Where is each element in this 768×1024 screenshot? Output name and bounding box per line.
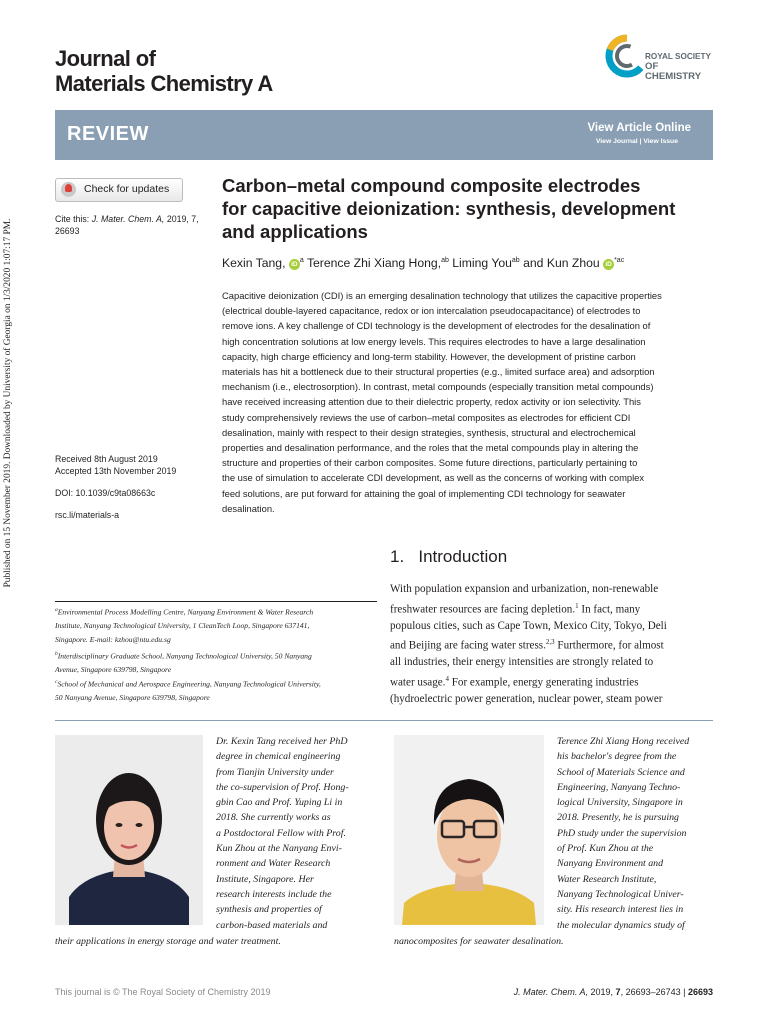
- article-type-banner: [55, 110, 713, 160]
- intro-line: [390, 671, 713, 691]
- footer-year: 2019,: [588, 987, 616, 997]
- footnote-line: School of Mechanical and Aerospace Engineering, Nanyang Technological University,: [57, 679, 321, 689]
- bio-line: Nanyang Environment and: [557, 858, 664, 870]
- abstract-line: materials has hit a bottleneck due to their structural properties (e.g., limited surface area) and adsorption: [222, 366, 655, 378]
- intro-text-run: Furthermore, for almost: [554, 639, 664, 652]
- bio-line: from Tianjin University under: [216, 766, 334, 778]
- abstract-line: study comprehensively reviews the use of carbon–metal composites as electrodes for efficient CDI: [222, 411, 631, 423]
- banner-link-separator: |: [639, 138, 642, 145]
- orcid-icon[interactable]: iD: [603, 259, 614, 270]
- author-name[interactable]: Kun Zhou: [546, 256, 600, 270]
- bio-line: Nanyang Technological Univer-: [557, 888, 684, 900]
- bio-line: School of Materials Science and: [557, 766, 685, 778]
- footnote: [55, 676, 377, 705]
- intro-text-run: In fact, many: [578, 603, 641, 616]
- crossmark-icon: [61, 182, 76, 197]
- intro-line: all industries, their energy intensities are strongly related to: [390, 656, 654, 669]
- bio-line: gbin Cao and Prof. Yuping Li in: [216, 797, 343, 809]
- abstract-line: feed solutions, are put forward for attaining the goal of implementing CDI technology for seawater: [222, 487, 626, 499]
- footnote: [55, 648, 377, 677]
- bio-line: 2018. Presently, he is pursuing: [557, 812, 679, 824]
- abstract-line: have received increasing attention due to their dielectric property, redox activity or ion selectivity. This: [222, 396, 641, 408]
- author-affiliation: ab: [511, 256, 520, 264]
- introduction-text: [390, 581, 713, 708]
- author-affiliation: *ac: [614, 256, 625, 264]
- intro-text-run: water usage.: [390, 676, 446, 689]
- footer-separator: |: [680, 987, 688, 997]
- abstract-line: structure and properties of their carbon composites. Some future directions, particularly pertaining to: [222, 457, 638, 469]
- footnote-line: Avenue, Singapore 639798, Singapore: [55, 665, 172, 675]
- bio-line: synthesis and properties of: [216, 904, 322, 916]
- footnote-marker: b: [55, 651, 58, 657]
- footnote-marker: a: [55, 607, 58, 613]
- doi[interactable]: DOI: 10.1039/c9ta08663c: [55, 488, 156, 498]
- bio-line: research interests include the: [216, 888, 332, 900]
- journal-link[interactable]: rsc.li/materials-a: [55, 510, 120, 520]
- biography-terence-hong: [557, 734, 713, 933]
- biography-separator: [55, 720, 713, 721]
- footnote-line: Environmental Process Modelling Centre, Nanyang Environment & Water Research: [57, 607, 314, 617]
- author-name[interactable]: Kexin Tang,: [222, 256, 286, 270]
- article-dates: [55, 454, 176, 477]
- bio-line: degree in chemical engineering: [216, 751, 341, 763]
- bio-line: 2018. She currently works as: [216, 812, 331, 824]
- section-number: 1.: [390, 547, 405, 566]
- rsc-logo-line1: ROYAL SOCIETY: [645, 52, 711, 61]
- check-for-updates-label: Check for updates: [84, 183, 170, 195]
- accepted-date: Accepted 13th November 2019: [55, 465, 177, 476]
- bio-line: Water Research Institute,: [557, 873, 657, 885]
- abstract-line: desalination.: [222, 502, 275, 514]
- intro-line: With population expansion and urbanization, non-renewable: [390, 583, 659, 595]
- bio-line: Kun Zhou at the Nanyang Envi-: [216, 843, 342, 855]
- bio-line: the co-supervision of Prof. Hong-: [216, 781, 349, 793]
- check-for-updates-button[interactable]: [55, 178, 183, 202]
- view-article-online-link[interactable]: View Article Online: [587, 122, 691, 134]
- abstract-line: capacity, high charge efficiency and long-term stability. However, the development of pristine carbon: [222, 350, 636, 362]
- journal-title-line2: Materials Chemistry A: [55, 71, 273, 96]
- publication-side-note: [2, 188, 14, 618]
- intro-text-run: and Beijing are facing water stress.: [390, 639, 546, 652]
- footnote-line: 50 Nanyang Avenue, Singapore 639798, Singapore: [55, 693, 210, 703]
- introduction-heading: [390, 547, 507, 567]
- biography-kexin-tang-tail: their applications in energy storage and water treatment.: [55, 936, 281, 947]
- bio-line: Institute, Singapore. Her: [216, 873, 314, 885]
- journal-title[interactable]: [55, 46, 273, 96]
- abstract-line: the use of simulation to accelerate CDI development, as well as the concerns of working with complex: [222, 472, 645, 484]
- footnote: [55, 604, 377, 646]
- orcid-icon[interactable]: iD: [289, 259, 300, 270]
- bio-line: his bachelor's degree from the: [557, 751, 677, 763]
- footer-volume: 7: [615, 987, 621, 997]
- received-date: Received 8th August 2019: [55, 454, 158, 464]
- intro-text-run: For example, energy generating industries: [448, 676, 639, 689]
- abstract: [222, 288, 713, 516]
- author-name[interactable]: Terence Zhi Xiang Hong,: [306, 256, 442, 270]
- author-name[interactable]: Liming You: [452, 256, 512, 270]
- bio-line: sity. His research interest lies in: [557, 904, 684, 916]
- abstract-line: mechanism (i.e., electrosorption). In contrast, metal compounds (especially transition metal compounds): [222, 381, 654, 393]
- author-conjunction: and: [523, 256, 544, 270]
- footnote-rule: [55, 601, 377, 602]
- copyright-footer: This journal is © The Royal Society of Chemistry 2019: [55, 987, 271, 997]
- view-issue-link[interactable]: View Issue: [643, 138, 678, 145]
- author-list: [222, 256, 722, 270]
- article-title-line1: Carbon–metal compound composite electrodes: [222, 175, 641, 196]
- intro-line: (hydroelectric power generation, nuclear power, steam power: [390, 693, 663, 706]
- page-number: 26693: [687, 987, 713, 997]
- bio-line: the molecular dynamics study of: [557, 919, 685, 931]
- rsc-logo-line2: OF CHEMISTRY: [645, 61, 702, 82]
- abstract-line: properties and desalination performance, and the roles that the metal compounds play in altering the: [222, 442, 639, 454]
- footer-journal-ref: J. Mater. Chem. A,: [513, 987, 589, 997]
- bio-line: Engineering, Nanyang Techno-: [557, 781, 681, 793]
- view-journal-link[interactable]: View Journal: [595, 138, 638, 145]
- banner-links: [596, 138, 678, 145]
- cite-page: 26693: [55, 225, 80, 236]
- article-title-line3: and applications: [222, 221, 368, 242]
- page-footer-citation: [514, 987, 713, 997]
- author-photo-terence-hong: [394, 735, 544, 925]
- footnote-marker: c: [55, 679, 58, 685]
- portrait-image-icon: [55, 735, 203, 925]
- bio-line: carbon-based materials and: [216, 919, 328, 931]
- reference-citation[interactable]: 2,3: [545, 638, 555, 647]
- article-type-label: REVIEW: [67, 123, 149, 145]
- article-title-line2: for capacitive deionization: synthesis, development: [222, 198, 676, 219]
- biography-terence-hong-tail: nanocomposites for seawater desalination.: [394, 936, 564, 947]
- cite-journal-ref: J. Mater. Chem. A,: [91, 214, 165, 224]
- citation: [55, 214, 215, 237]
- side-note-text: Published on 15 November 2019. Downloaded by University of Georgia on 1/3/2020 1:07:17 PM.: [3, 218, 13, 588]
- bio-line: of Prof. Kun Zhou at the: [557, 843, 654, 855]
- bio-line: Terence Zhi Xiang Hong received: [557, 736, 690, 747]
- bio-line: a Postdoctoral Fellow with Prof.: [216, 827, 346, 839]
- bio-line: Dr. Kexin Tang received her PhD: [216, 736, 348, 747]
- abstract-line: (electrical double-layered capacitance, redox or ion intercalation pseudocapacitance) of electrodes to: [222, 305, 641, 317]
- author-affiliation: a: [299, 256, 304, 264]
- intro-line: [390, 598, 713, 618]
- section-title: Introduction: [418, 547, 508, 566]
- footer-pages: , 26693–26743: [620, 987, 681, 997]
- rsc-logo-text: [645, 52, 717, 82]
- journal-title-line1: Journal of: [55, 46, 156, 71]
- bio-line: logical University, Singapore in: [557, 797, 683, 809]
- intro-text-run: freshwater resources are facing depletion.: [390, 603, 576, 616]
- abstract-line: remove ions. A key challenge of CDI technology is the development of electrodes for the desalination of: [222, 320, 651, 332]
- author-affiliation: ab: [441, 256, 449, 264]
- footnote-line: Interdisciplinary Graduate School, Nanyang Technological University, 50 Nanyang: [57, 651, 312, 661]
- footnote-line: Singapore. E-mail: kzhou@ntu.edu.sg: [55, 634, 171, 644]
- reference-citation[interactable]: 1: [575, 601, 579, 610]
- cite-year-volume: 2019, 7,: [166, 214, 199, 224]
- bio-line: PhD study under the supervision: [557, 827, 687, 839]
- intro-line: populous cities, such as Cape Town, Mexico City, Tokyo, Deli: [390, 619, 667, 632]
- author-photo-kexin-tang: [55, 735, 203, 925]
- reference-citation[interactable]: 4: [445, 674, 449, 683]
- portrait-image-icon: [394, 735, 544, 925]
- article-title: [222, 174, 722, 243]
- abstract-line: desalination, mainly with respect to their design strategies, synthesis, structural and electrochemical: [222, 426, 636, 438]
- abstract-line: high concentration solutions at low energy levels. This requires electrodes to have a large desalination: [222, 335, 646, 347]
- bio-line: ronment and Water Research: [216, 858, 331, 870]
- abstract-line: Capacitive deionization (CDI) is an emerging desalination technology that utilizes the capacitive properties: [222, 290, 662, 301]
- rsc-logo[interactable]: [605, 24, 717, 88]
- footnote-line: Institute, Nanyang Technological University, 1 CleanTech Loop, Singapore 637141,: [55, 621, 310, 631]
- cite-label: Cite this:: [55, 214, 90, 224]
- biography-kexin-tang: [216, 734, 373, 933]
- intro-line: [390, 634, 713, 654]
